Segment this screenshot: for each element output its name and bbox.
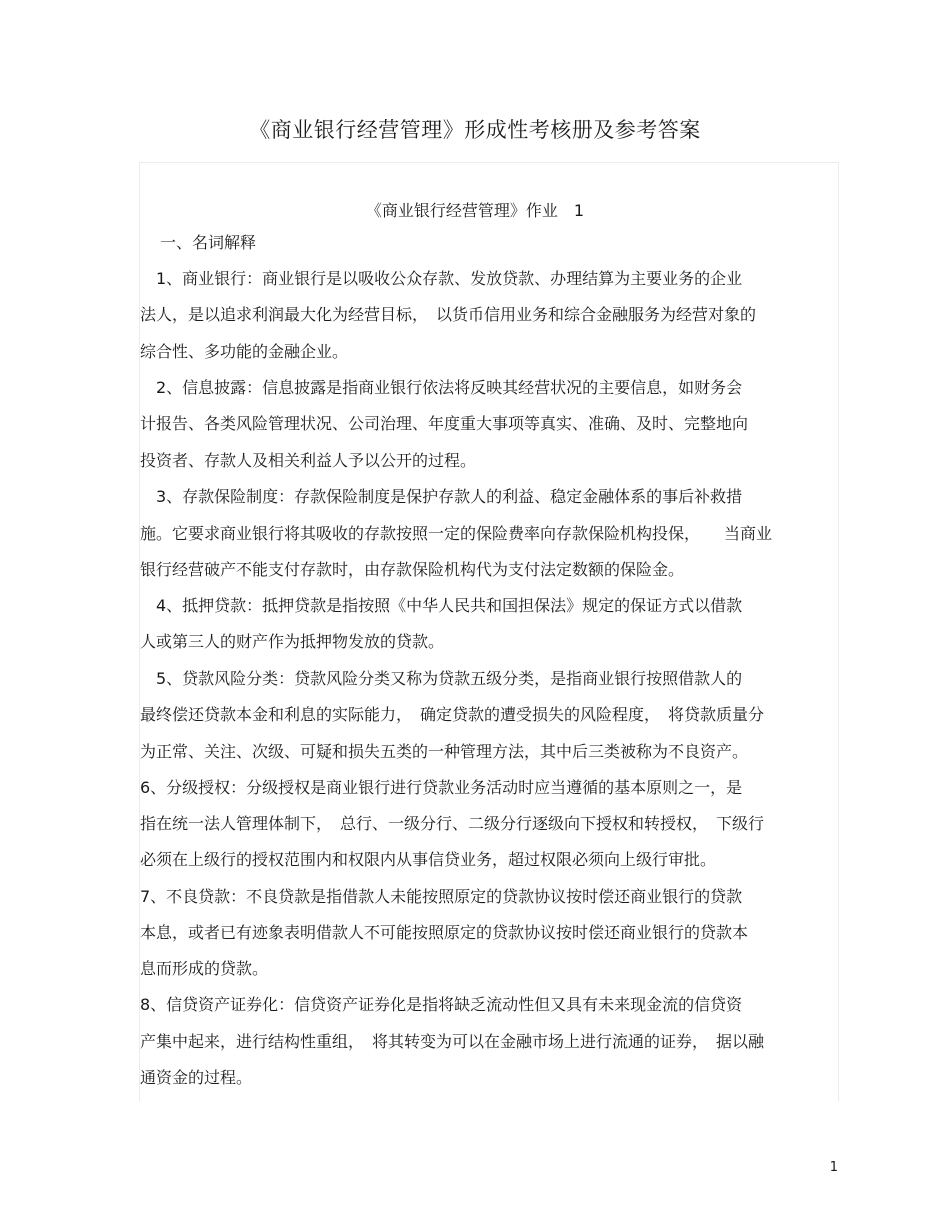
text-line: 施。它要求商业银行将其吸收的存款按照一定的保险费率向存款保险机构投保， 当商业 (140, 524, 773, 543)
text-line: 必须在上级行的授权范围内和权限内从事信贷业务，超过权限必须向上级行审批。 (140, 850, 717, 869)
text-line: 本息，或者已有迹象表明借款人不可能按照原定的贷款协议按时偿还商业银行的贷款本 (140, 923, 749, 942)
text-line: 最终偿还贷款本金和利息的实际能力， 确定贷款的遭受损失的风险程度， 将贷款质量分 (140, 705, 765, 724)
document-title: 《商业银行经营管理》形成性考核册及参考答案 (249, 118, 701, 142)
text-line: 3、存款保险制度：存款保险制度是保护存款人的利益、稳定金融体系的事后补救措 (140, 487, 743, 506)
text-line: 7、不良贷款：不良贷款是指借款人未能按照原定的贷款协议按时偿还商业银行的贷款 (140, 887, 743, 906)
text-line: 息而形成的贷款。 (140, 959, 269, 978)
text-line: 5、贷款风险分类：贷款风险分类又称为贷款五级分类，是指商业银行按照借款人的 (140, 669, 743, 688)
page-number: 1 (829, 1160, 838, 1175)
section-heading: 一、名词解释 (160, 233, 257, 252)
text-line: 人或第三人的财产作为抵押物发放的贷款。 (140, 632, 445, 651)
text-line: 通资金的过程。 (140, 1068, 253, 1087)
text-line: 4、抵押贷款：抵押贷款是指按照《中华人民共和国担保法》规定的保证方式以借款 (140, 596, 743, 615)
text-line: 银行经营破产不能支付存款时，由存款保险机构代为支付法定数额的保险金。 (140, 560, 685, 579)
text-line: 法人，是以追求利润最大化为经营目标， 以货币信用业务和综合金融服务为经营对象的 (140, 305, 757, 324)
text-line: 为正常、关注、次级、可疑和损失五类的一种管理方法，其中后三类被称为不良资产。 (140, 742, 749, 761)
text-line: 6、分级授权：分级授权是商业银行进行贷款业务活动时应当遵循的基本原则之一，是 (140, 778, 743, 797)
text-line: 综合性、多功能的金融企业。 (140, 342, 349, 361)
text-line: 指在统一法人管理体制下， 总行、一级分行、二级分行逐级向下授权和转授权， 下级行 (140, 814, 765, 833)
text-line: 投资者、存款人及相关利益人予以公开的过程。 (140, 451, 477, 470)
text-line: 1、商业银行：商业银行是以吸收公众存款、发放贷款、办理结算为主要业务的企业 (140, 269, 743, 288)
homework-title: 《商业银行经营管理》作业 1 (365, 201, 585, 220)
text-line: 8、信贷资产证券化：信贷资产证券化是指将缺乏流动性但又具有未来现金流的信贷资 (140, 995, 743, 1014)
text-line: 产集中起来，进行结构性重组， 将其转变为可以在金融市场上进行流通的证券， 据以融 (140, 1032, 765, 1051)
text-line: 2、信息披露：信息披露是指商业银行依法将反映其经营状况的主要信息，如财务会 (140, 378, 743, 397)
text-line: 计报告、各类风险管理状况、公司治理、年度重大事项等真实、准确、及时、完整地向 (140, 414, 749, 433)
